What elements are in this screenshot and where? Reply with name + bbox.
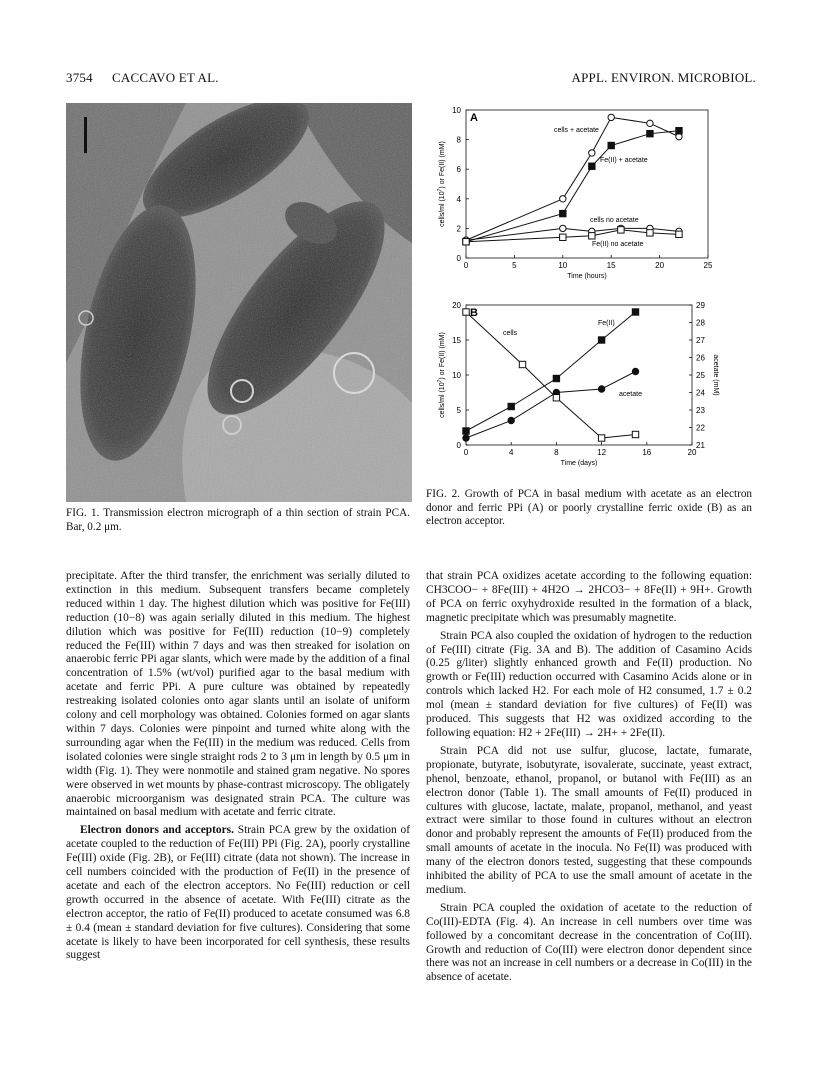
data-point: [589, 150, 595, 156]
left-column: [66, 570, 410, 963]
figure1-caption: [66, 507, 410, 534]
y-axis-label: cells/ml $(10^7)$ or Fe(II) (mM): [437, 141, 446, 227]
body-paragraph: that strain PCA oxidizes acetate according to the following equation: CH3COO− + 8Fe(III) + 4H2O → 2HCO3− + 8Fe(II) + 9H+. Growth of PCA on ferric oxyhydroxide resulted in the formation of a black, magnetic precipitate which was presumably magnetite.: [426, 570, 752, 624]
data-point: [560, 210, 566, 216]
x-tick-label: 0: [463, 261, 469, 270]
y2-tick-label: 28: [696, 318, 705, 328]
x-tick-label: 25: [703, 261, 712, 270]
series-label: acetate: [619, 391, 642, 398]
body-paragraph: precipitate. After the third transfer, the enrichment was serially diluted to extinction in this medium. Subsequent transfers became completely reduced within 1 day. The highest dilution which was positive for Fe(III) reduction (10−8) was again serially diluted in this medium. The highest dilution which was positive for Fe(III) reduction (10−9) completely reduced the Fe(III) within 7 days and was then streaked for isolation on anaerobic ferric PPi agar slants, which were made by the addition of a final concentration of 1.5% (wt/vol) purified agar to the basal medium with acetate and ferric PPi. A pure culture was obtained by repeatedly restreaking isolated colonies onto agar slants until an isolate of uniform colony and cell morphology was obtained. Colonies formed on agar slants within 7 days. Colonies were pinpoint and turned white along with the surrounding agar when the Fe(III) in the medium was reduced. Cells from isolated colonies were single straight rods 2 to 3 μm in length by 0.5 μm in width (Fig. 1). They were nonmotile and stained gram negative. No spores were observed in wet mounts by phase-contrast microscopy. The obligately anaerobic microorganism was designated strain PCA. The culture was maintained on basal medium with acetate and ferric citrate.: [66, 570, 410, 819]
x-tick-label: 12: [597, 448, 607, 457]
data-point: [618, 227, 624, 233]
x-tick-label: 8: [554, 448, 559, 457]
data-point: [463, 428, 469, 434]
section-heading: Electron donors and acceptors.: [80, 824, 234, 837]
y-axis-label: cells/ml $(10^7)$ or Fe(II) (mM): [437, 332, 446, 418]
series-label: cells no acetate: [590, 217, 639, 224]
x-tick-label: 16: [642, 448, 652, 457]
y-tick-label: 0: [456, 441, 461, 450]
x-tick-label: 10: [558, 261, 568, 270]
figure1-caption-text: Transmission electron micrograph of a thin section of strain PCA. Bar, 0.2 μm.: [66, 507, 410, 533]
y-tick-label: 6: [456, 165, 461, 175]
figure1-caption-label: FIG. 1.: [66, 507, 100, 519]
y-tick-label: 8: [456, 135, 461, 145]
series-label: Fe(II) + acetate: [600, 157, 648, 164]
panel-label: A: [470, 112, 478, 124]
data-point: [553, 395, 559, 401]
series-label: cells: [503, 330, 518, 337]
body-paragraph: Strain PCA coupled the oxidation of acetate to the reduction of Co(III)-EDTA (Fig. 4). An increase in cell numbers over time was followed by a concomitant decrease in the concentration of Co(III). Growth and reduction of Co(III) were electron donor dependent since there was not an increase in cell numbers or a decrease in Co(III) in the absence of acetate.: [426, 901, 752, 984]
data-point: [598, 435, 604, 441]
data-point: [463, 309, 469, 315]
y2-tick-label: 29: [696, 301, 705, 310]
x-axis-label: Time (days): [560, 460, 598, 467]
figure2a-chart: [422, 100, 712, 285]
series-line: [466, 131, 679, 242]
data-point: [676, 128, 682, 134]
data-point: [560, 196, 566, 202]
running-authors: CACCAVO ET AL.: [112, 70, 219, 85]
y-tick-label: 5: [456, 406, 461, 415]
panel-label: B: [470, 307, 478, 319]
data-point: [463, 435, 469, 441]
y-tick-label: 20: [452, 301, 461, 310]
figure2-caption-label: FIG. 2.: [426, 488, 460, 500]
data-point: [598, 386, 604, 392]
data-point: [463, 239, 469, 245]
y-tick-label: 2: [456, 224, 461, 234]
x-tick-label: 20: [687, 448, 697, 457]
page-number: 3754: [66, 70, 93, 85]
data-point: [676, 231, 682, 237]
data-point: [608, 114, 614, 120]
data-point: [560, 234, 566, 240]
y-tick-label: 4: [456, 194, 461, 204]
y2-tick-label: 22: [696, 423, 705, 433]
data-point: [589, 163, 595, 169]
body-paragraph: [66, 824, 410, 963]
right-column: [426, 570, 752, 985]
data-point: [608, 142, 614, 148]
data-point: [519, 361, 525, 367]
series-label: Fe(II) no acetate: [592, 241, 644, 248]
y-tick-label: 10: [452, 371, 461, 380]
y-tick-label: 0: [456, 254, 461, 263]
x-tick-label: 15: [606, 261, 616, 270]
data-point: [560, 225, 566, 231]
data-point: [632, 309, 638, 315]
electron-micrograph: [66, 103, 412, 502]
body-paragraph: Strain PCA did not use sulfur, glucose, lactate, fumarate, propionate, butyrate, isobutyrate, isovalerate, succinate, yeast extract, phenol, benzoate, ethanol, propanol, or butanol with Fe(III) as an electron donor (Table 1). The small amounts of Fe(II) produced in cultures with glucose, lactate, malate, propanol, methanol, and yeast extract were similar to those found in cultures without an electron donor and probably represent the amounts of Fe(II) produced from the small amounts of acetate in the inocula. No Fe(II) was produced with many of the electron donors tested, suggesting that these compounds inhibited the ability of PCA to use the small amount of acetate in the medium.: [426, 744, 752, 896]
y2-tick-label: 21: [696, 441, 705, 450]
data-point: [553, 375, 559, 381]
data-point: [632, 368, 638, 374]
journal-name: APPL. ENVIRON. MICROBIOL.: [571, 70, 756, 85]
data-point: [647, 120, 653, 126]
y2-tick-label: 24: [696, 388, 705, 398]
data-point: [598, 337, 604, 343]
data-point: [508, 417, 514, 423]
series-label: cells + acetate: [554, 127, 599, 134]
y2-tick-label: 27: [696, 336, 705, 345]
figure2-caption-text: Growth of PCA in basal medium with acetate as an electron donor and ferric PPi (A) or poorly crystalline ferric oxide (B) as an electron acceptor.: [426, 488, 753, 528]
paragraph-text: Strain PCA grew by the oxidation of acetate coupled to the reduction of Fe(III) PPi (Fig. 2A), poorly crystalline Fe(III) oxide (Fig. 2B), or Fe(III) citrate (data not shown). The increase in cell numbers coincided with the production of Fe(II) in the presence of acetate and each of the electron acceptors. No Fe(III) reduction or cell growth occurred in the absence of acetate. With Fe(III) citrate as the electron acceptor, the ratio of Fe(II) produced to acetate consumed was 6.8 ± 0.4 (mean ± standard deviation for five cultures). Considering that some acetate is likely to have been incorporated for cell synthesis, these results suggest: [66, 824, 410, 962]
data-point: [632, 431, 638, 437]
y2-tick-label: 25: [696, 371, 705, 380]
plot-frame: [466, 305, 692, 445]
series-label: Fe(II): [598, 320, 615, 327]
data-point: [508, 403, 514, 409]
x-axis-label: Time (hours): [567, 273, 607, 280]
data-point: [647, 230, 653, 236]
x-tick-label: 0: [463, 448, 469, 457]
series-line: [466, 312, 636, 438]
body-paragraph: Strain PCA also coupled the oxidation of hydrogen to the reduction of Fe(III) citrate (Fig. 3A and B). The addition of Casamino Acids (0.25 g/liter) slightly enhanced growth and Fe(II) production. No growth or Fe(III) reduction occurred with Casamino Acids alone or in controls which lacked H2. For each mole of H2 consumed, 1.7 ± 0.2 mol (mean ± standard deviation for five cultures) of Fe(II) was produced. This suggests that H2 was oxidized according to the following equation: H2 + 2Fe(III) → 2H+ + 2Fe(II).: [426, 629, 752, 739]
x-tick-label: 20: [655, 261, 665, 270]
y-tick-label: 10: [452, 106, 461, 115]
series-line: [466, 312, 636, 431]
y2-tick-label: 26: [696, 353, 705, 363]
y2-tick-label: 23: [696, 406, 705, 415]
data-point: [589, 233, 595, 239]
x-tick-label: 4: [508, 448, 514, 457]
y-tick-label: 15: [452, 336, 461, 345]
x-tick-label: 5: [512, 261, 517, 270]
scale-bar: [84, 117, 87, 153]
y2-axis-label: acetate (mM): [712, 354, 719, 396]
figure2-caption: [426, 488, 752, 529]
data-point: [647, 130, 653, 136]
figure2b-chart: [422, 297, 748, 472]
